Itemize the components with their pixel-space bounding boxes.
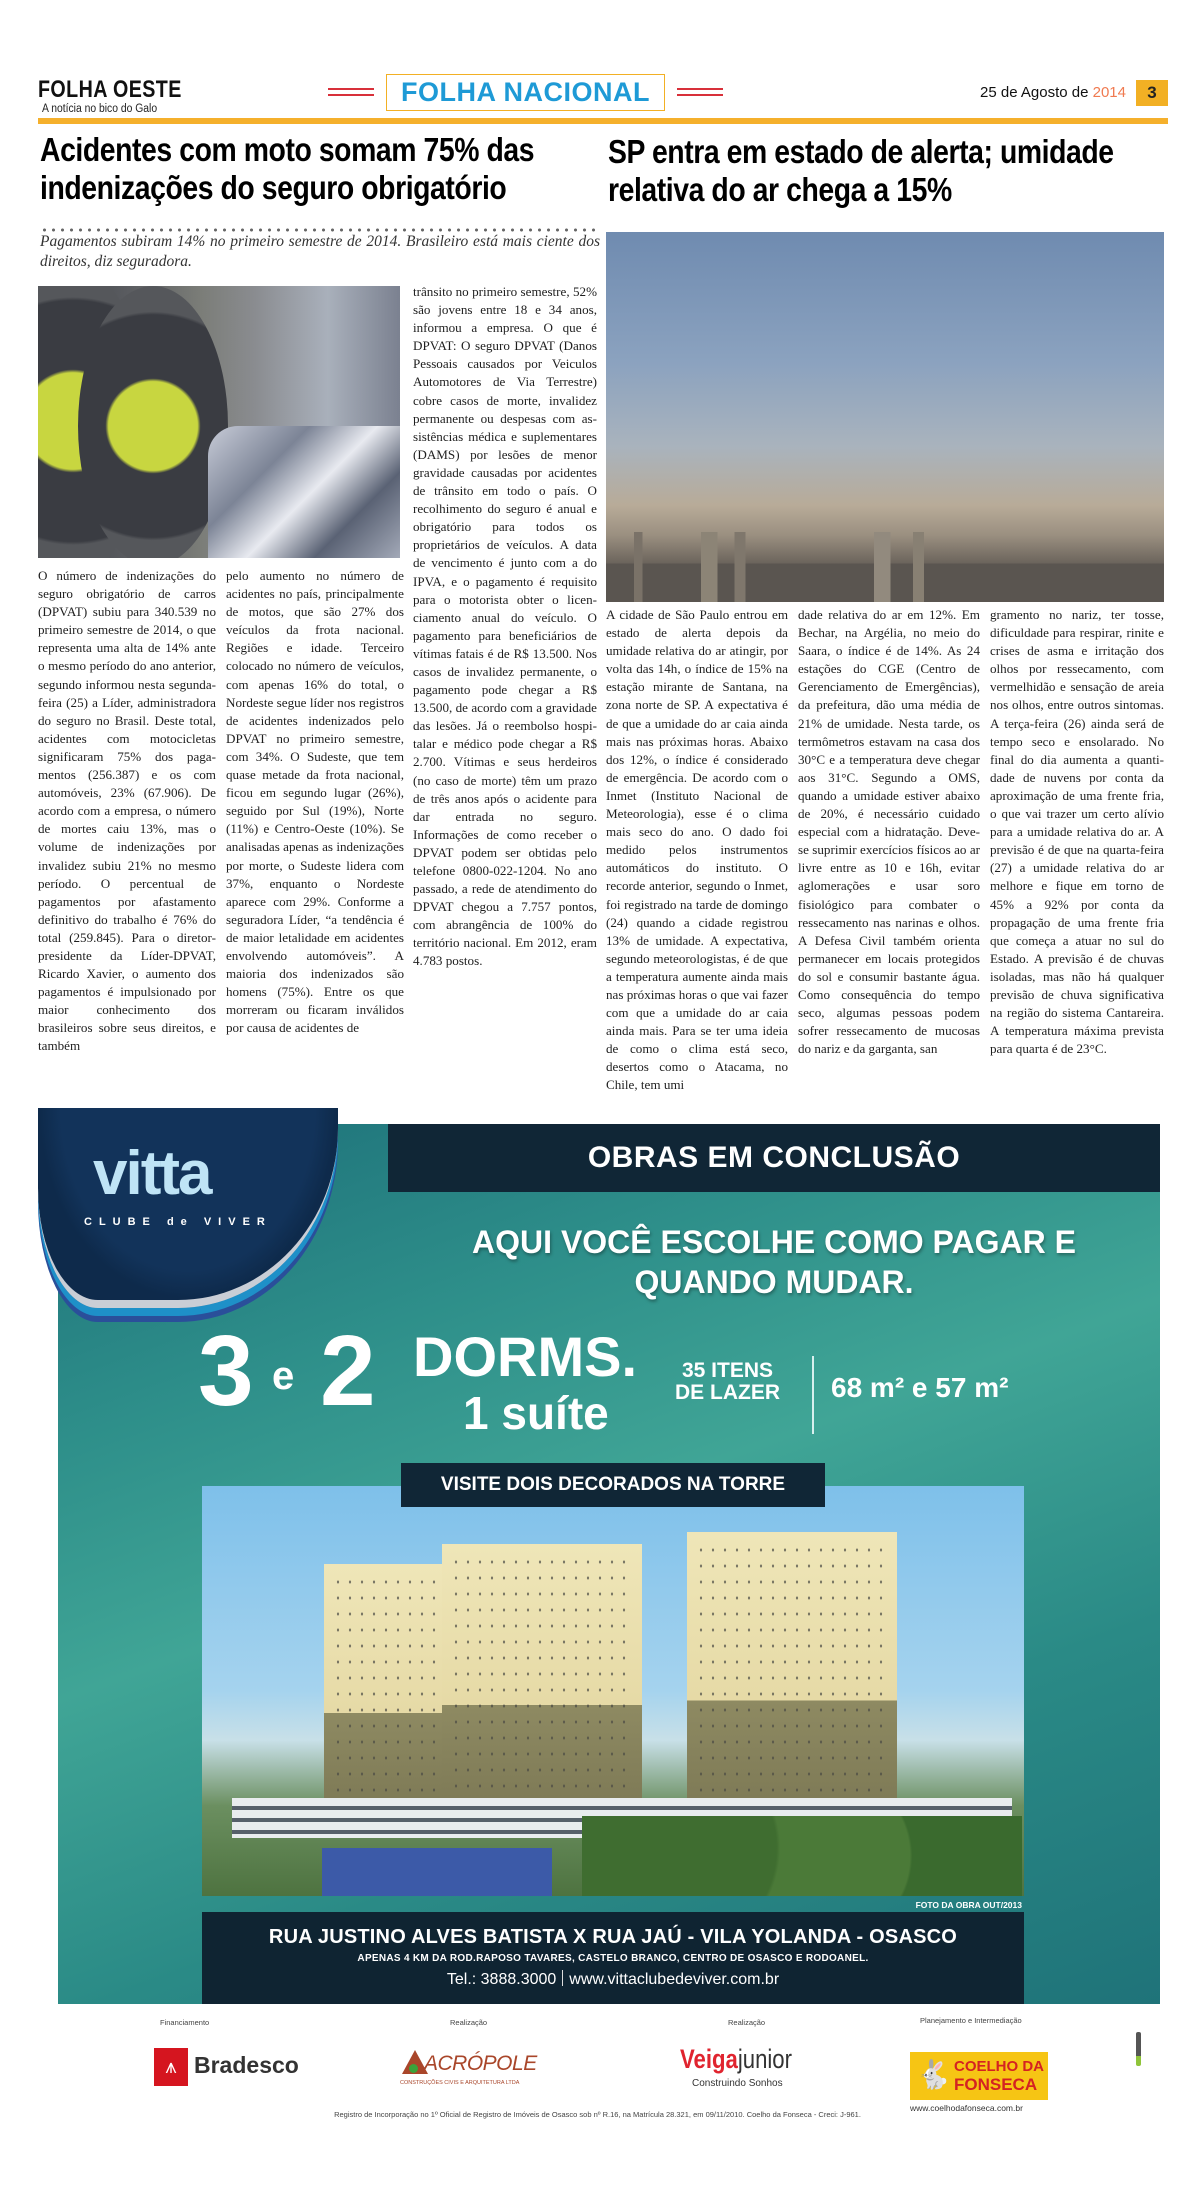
veigajunior-part2: junior bbox=[737, 2044, 793, 2074]
sponsor-role-planning: Planejamento e Intermediação bbox=[920, 2016, 1022, 2025]
ad-address-bar bbox=[202, 1912, 1024, 2004]
ad-area: 68 m² e 57 m² bbox=[831, 1372, 1009, 1403]
apartment-towers-photo bbox=[202, 1486, 1024, 1896]
headline-left-line2: indenizações do seguro obrigatório bbox=[40, 169, 507, 206]
ad-website-link[interactable]: www.vittaclubedeviver.com.br bbox=[569, 1971, 780, 1988]
ad-address: RUA JUSTINO ALVES BATISTA X RUA JAÚ - VILA YOLANDA - OSASCO bbox=[268, 1926, 958, 1948]
masthead-rule bbox=[38, 118, 1168, 124]
ad-bedrooms-and: e bbox=[272, 1354, 295, 1398]
article-subhead: Pagamentos subiram 14% no primeiro semestre de 2014. Brasileiro está mais ciente dos direitos, diz seguradora. bbox=[40, 233, 600, 270]
ad-dorms-label: DORMS. bbox=[413, 1325, 637, 1388]
ad-leisure-line2: DE LAZER bbox=[675, 1381, 780, 1404]
vitta-logo: vitta bbox=[93, 1139, 211, 1208]
thermal-blanket bbox=[208, 426, 400, 558]
page-number: 3 bbox=[1136, 80, 1168, 106]
masthead bbox=[38, 72, 1168, 122]
coelho-logo-line1: COELHO DA bbox=[954, 2058, 1044, 2075]
ad-visit-banner bbox=[401, 1463, 825, 1507]
newspaper-slogan: A notícia no bico do Galo bbox=[42, 103, 158, 115]
ad-visit-banner-text: VISITE DOIS DECORADOS NA TORRE bbox=[440, 1474, 786, 1495]
coelho-da-fonseca-logo bbox=[910, 2052, 1048, 2100]
article-right-column-2: dade relativa do ar em 12%. Em Bechar, na Argélia, no meio do Saara, o índice é de 14%. As 24 estações do CGE (Centro de Gerenciamento de Emergências), da prefeitura, dão uma média de 21% de umidade. Nesta tarde, os termômetros estavam na casa dos 30°C e a temperatura deve chegar aos 31°C. Segundo a OMS, quando a umidade estiver abaixo de 20%, é necessário cuidado especial com a hidratação. Deve-se suprimir exercícios físicos ao ar livre entre as 10 e 16h, evitar aglomerações e usar soro fisiológico para combater o ressecamento nas narinas e olhos. A Defesa Civil também orienta permanecer em locais protegidos do sol e consumir bastante água. Como consequência do tempo seco, algumas pessoas podem sofrer ressecamento de mucosas do nariz e da garganta, san bbox=[798, 607, 980, 1057]
decorative-lines-right bbox=[677, 88, 723, 96]
ad-separator bbox=[812, 1356, 814, 1434]
section-title: FOLHA NACIONAL bbox=[386, 74, 665, 111]
issue-date bbox=[980, 84, 1126, 101]
vertical-side-mark bbox=[1136, 2032, 1141, 2066]
ad-contact bbox=[202, 1970, 1024, 1989]
newspaper-name: FOLHA OESTE bbox=[38, 76, 182, 103]
acropole-subtitle: CONSTRUÇÕES CIVIS E ARQUITETURA LTDA bbox=[400, 2080, 520, 2086]
acropole-dot-icon bbox=[409, 2064, 418, 2073]
veigajunior-slogan: Construindo Sonhos bbox=[692, 2078, 783, 2089]
ad-lede-line2: QUANDO MUDAR. bbox=[634, 1264, 914, 1300]
trees bbox=[582, 1816, 1022, 1896]
smog-city-skyline-photo bbox=[606, 232, 1164, 602]
coelho-website-link[interactable]: www.coelhodafonseca.com.br bbox=[910, 2103, 1023, 2113]
rabbit-icon: 🐇 bbox=[916, 2060, 951, 2091]
ad-leisure-line1: 35 ITENS bbox=[681, 1359, 774, 1382]
decorative-lines-left bbox=[328, 88, 374, 96]
section-header bbox=[328, 74, 723, 110]
headline-right-line2: relativa do ar chega a 15% bbox=[608, 171, 952, 208]
vitta-logo-subtitle: CLUBE de VIVER bbox=[84, 1216, 272, 1228]
registry-notice: Registro de Incorporação no 1º Oficial de Registro de Imóveis de Osasco sob nº R.16, na Matrícula 28.321, em 09/11/2010. Coelho da Fonseca - Creci: J-961. bbox=[334, 2110, 861, 2119]
ad-bedrooms-2: 2 bbox=[320, 1315, 376, 1427]
blue-shed bbox=[322, 1848, 552, 1896]
motorcycle-crash-photo bbox=[38, 286, 400, 558]
ad-phone: Tel.: 3888.3000 bbox=[446, 1971, 557, 1988]
ad-leisure-items bbox=[675, 1360, 780, 1404]
ad-top-banner-text: OBRAS EM CONCLUSÃO bbox=[587, 1141, 961, 1174]
issue-date-text: 25 de Agosto de bbox=[980, 84, 1093, 101]
sponsor-role-realization-1: Realização bbox=[450, 2018, 488, 2027]
bradesco-logo: Bradesco bbox=[194, 2052, 299, 2078]
headline-right-line1: SP entra em estado de alerta; umidade bbox=[608, 133, 1114, 170]
headline-right bbox=[608, 133, 1114, 209]
veigajunior-part1: Veiga bbox=[680, 2044, 738, 2074]
city-skyline bbox=[606, 532, 1164, 602]
sponsor-role-realization-2: Realização bbox=[728, 2018, 766, 2027]
sponsor-logos bbox=[120, 2018, 1180, 2118]
coelho-logo-line2: FONSECA bbox=[954, 2075, 1038, 2094]
article-left-column-2: pelo aumento no número de acidentes no país, principalmente de motos, que são 27% dos veículos da frota nacional. Regiões e idade. Terceiro colocado no número de veículos, com apenas 16% do total, o Nordeste segue líder nos registros de acidentes indenizados pelo DPVAT no primeiro semestre, com 34%. O Sudeste, que tem quase metade da frota nacional, ficou em segundo lugar (26%), seguido por Sul (19%), Norte (11%) e Centro-Oeste (10%). Se analisadas apenas as indenizações por morte, o Sudeste lidera com 37%, enquanto o Nordeste aparece com 29%. Conforme a seguradora Líder, “a tendência é de maior letalidade em acidentes envolvendo automóveis”. A maioria dos indenizados são homens (75%). Entre os que morreram ou ficaram inválidos por causa de acidentes de bbox=[226, 568, 404, 1036]
contact-divider bbox=[562, 1970, 563, 1986]
sponsor-role-financing: Financiamento bbox=[160, 2018, 210, 2027]
headline-left-line1: Acidentes com moto somam 75% das bbox=[40, 131, 535, 168]
acropole-logo: ACRÓPOLE bbox=[424, 2052, 537, 2075]
article-right-column-1: A cidade de São Paulo entrou em estado de alerta depois da umidade relativa do ar atingir, por volta das 14h, o índice de 15% na estação mirante de Santana, na zona norte de SP. A expectativa é de que a umidade do ar caia ainda mais nas próximas horas. Abaixo dos 12%, o índice é considerado de emergência. De acordo com o Inmet (Instituto Nacional de Meteorologia), esse é o clima mais seco do ano. O dado foi medido pelos instrumentos automáticos do instituto. O recorde anterior, segundo o Inmet, foi registrado na tarde de domingo (24) quando a cidade registrou 13% de umidade. A expectativa, segundo meteorologistas, é de que a temperatura aumente ainda mais nas próximas horas o que vai fazer com que a umidade do ar caia ainda mais. Para se ter uma ideia de como o clima está seco, desertos como o Atacama, no Chile, tem umi bbox=[606, 607, 788, 1093]
ad-address-sub: APENAS 4 KM DA ROD.RAPOSO TAVARES, CASTELO BRANCO, CENTRO DE OSASCO E RODOANEL. bbox=[357, 1953, 869, 1964]
truck-tire bbox=[78, 286, 228, 558]
veigajunior-logo bbox=[680, 2044, 792, 2075]
issue-year: 2014 bbox=[1092, 84, 1126, 101]
ad-top-banner bbox=[388, 1124, 1160, 1192]
article-left-column-3: trânsito no primeiro semestre, 52% são jovens entre 18 e 34 anos, informou a empresa. O que é DPVAT: O seguro DPVAT (Danos Pessoais causados por Veiculos Automotores de Via Terrestre) cobre casos de morte, invalidez permanente ou despesas com assistências médica e suplementares (DAMS) por lesões de menor gravidade causadas por acidentes de trânsito em todo o país. O recolhimento do seguro é anual e obrigatório para todos os proprietários de veículos. A data de vencimento é junto com a do IPVA, e o pagamento é requisito para o motorista obter o licenciamento anual do veículo. O pagamento para beneficiários de vítimas fatais é de R$ 13.500. Nos casos de invalidez permanente, o pagamento pode chegar a R$ 13.500, de acordo com a gravidade das lesões. Já o reembolso hospitalar e médico pode chegar a R$ 2.700. Vítimas e seus herdeiros (no caso de morte) têm um prazo de três anos após o acidente para dar entrada no seguro. Informações de como receber o DPVAT podem ser obtidas pelo telefone 0800-022-1204. No ano passado, a rede de atendimento do DPVAT chegou a 7.757 pontos, com abrangência de 100% do território nacional. Em 2012, eram 4.783 postos. bbox=[413, 284, 597, 969]
bradesco-tree-icon: ⩚ bbox=[154, 2048, 188, 2086]
ad-suite-label: 1 suíte bbox=[463, 1387, 609, 1439]
tower-building bbox=[442, 1544, 642, 1804]
tower-building bbox=[687, 1532, 897, 1804]
tower-building bbox=[324, 1564, 444, 1804]
ad-bedrooms-3: 3 bbox=[198, 1315, 254, 1427]
article-right-column-3: gramento no nariz, ter tosse, dificuldade para respirar, rinite e crises de asma e irritação dos olhos por ressecamento, com vermelhidão e sensação de areia nos olhos, entre outros sintomas. A terça-feira (26) ainda será de tempo seco e ensolarado. No final do dia aumenta a quantidade de nuvens por conta da aproximação de uma frente fria, o que vai trazer um certo alívio para a umidade relativa do ar. A previsão é de que na quarta-feira (27) a umidade relativa do ar melhore e fique em torno de 45% a 92% por conta da propagação de uma frente fria que começa a atuar no sul do Estado. A previsão é de chuvas isoladas, mas não há qualquer previsão de chuva significativa na região do sistema Cantareira. A temperatura máxima prevista para quarta é de 23°C. bbox=[990, 607, 1164, 1057]
article-left-column-1: O número de indenizações do seguro obrigatório de carros (DPVAT) subiu para 340.539 no primeiro semestre de 2014, o que representa uma alta de 14% ante o mesmo período do ano anterior, segundo informou nesta segunda-feira (25) a Líder, administradora do seguro no Brasil. Deste total, acidentes com motocicletas significaram 75% dos pagamentos (256.387) e os com automóveis, 23% (67.906). De acordo com a empresa, o número de mortes caiu 13%, mas o volume de indenizações por invalidez subiu 21% no mesmo período. O percentual de pagamentos por afastamento definitivo do trabalho é 76% do total (259.845). Para o diretor-presidente da Líder-DPVAT, Ricardo Xavier, o aumento dos pagamentos é impulsionado por maior conhecimento dos brasileiros sobre seus direitos, e também bbox=[38, 568, 216, 1054]
headline-left bbox=[40, 131, 534, 207]
ad-lede-line1: AQUI VOCÊ ESCOLHE COMO PAGAR E bbox=[472, 1224, 1076, 1260]
ad-lede bbox=[388, 1222, 1160, 1302]
photo-caption: FOTO DA OBRA OUT/2013 bbox=[915, 1900, 1022, 1910]
